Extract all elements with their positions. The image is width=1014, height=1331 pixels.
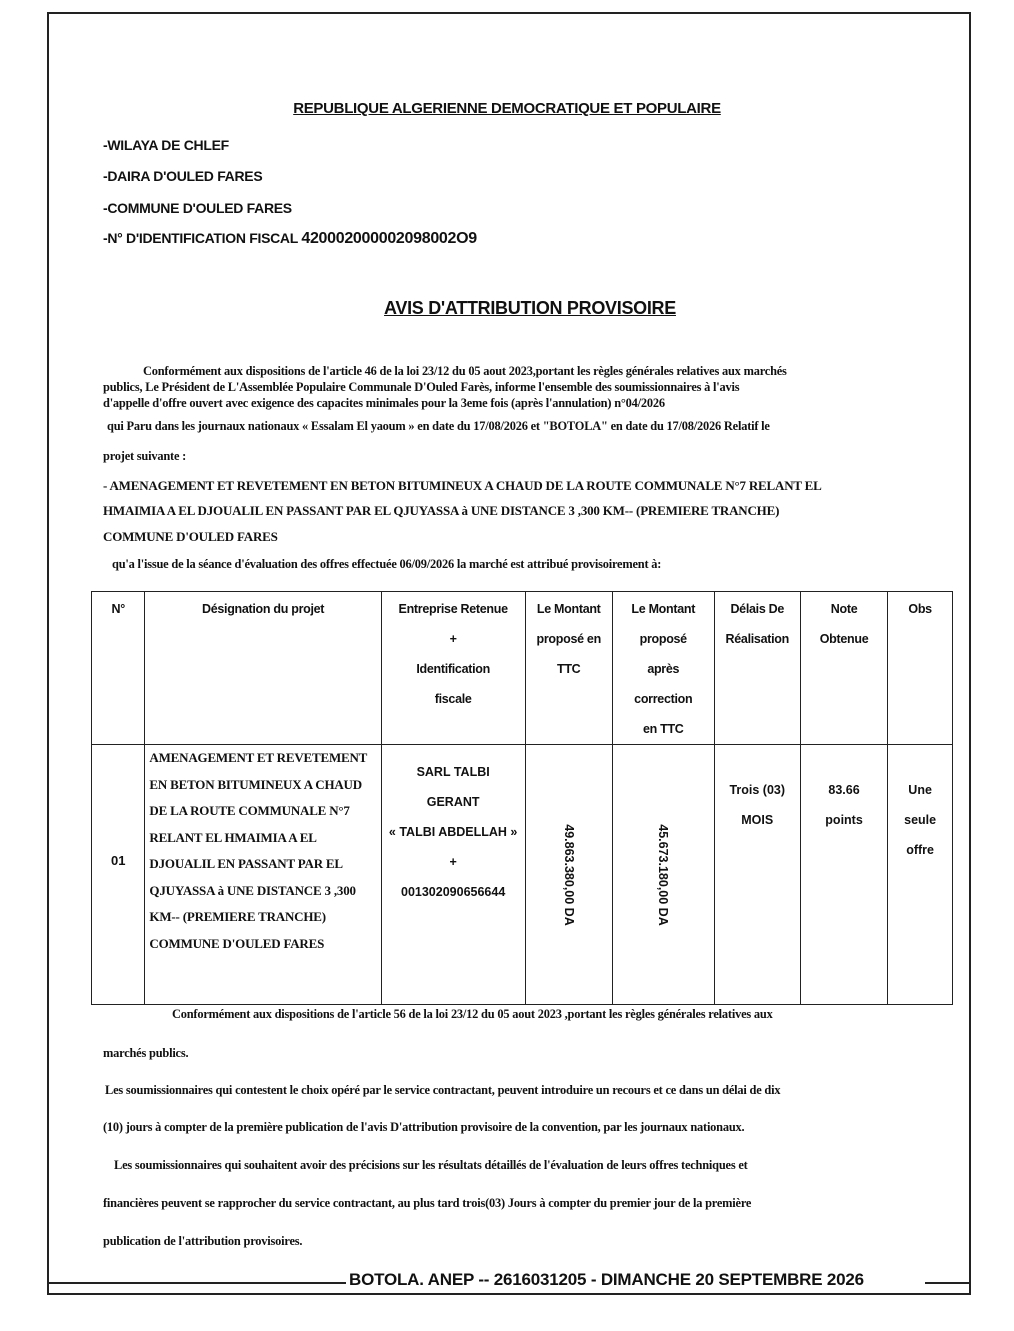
- session-text: qu'a l'issue de la séance d'évaluation des offres effectuée 06/09/2026 la marché est attribué provisoirement à:: [112, 557, 662, 571]
- company-fiscal-id: 001302090656644: [401, 885, 506, 899]
- daira-line: -DAIRA D'OULED FARES: [103, 168, 263, 184]
- header-proposed-line: proposé en: [536, 632, 601, 646]
- project-line-1: - AMENAGEMENT ET REVETEMENT EN BETON BITUMINEUX A CHAUD DE LA ROUTE COMMUNALE N°7 RELANT EL: [103, 478, 822, 493]
- obs-line: Une: [908, 783, 932, 797]
- table-row: [92, 745, 953, 1005]
- closing-line-3: Les soumissionnaires qui contestent le choix opéré par le service contractant, peuvent introduire un recours et ce dans un délai de dix: [105, 1083, 781, 1097]
- closing-line-6: financières peuvent se rapprocher du service contractant, au plus tard trois(03) Jours à compter du premier jour de la première: [103, 1196, 752, 1210]
- corrected-amount-value: 45.673.180,00 DA: [656, 824, 671, 926]
- closing-line-5: Les soumissionnaires qui souhaitent avoir des précisions sur les résultats détaillés de l'évaluation de leurs offres techniques et: [114, 1158, 748, 1172]
- note-unit: points: [825, 813, 863, 827]
- intro-line-2: publics, Le Président de L'Assemblée Populaire Communale D'Ouled Farès, informe l'ensemble des soumissionnaires à l'avis: [103, 380, 740, 394]
- company-plus: +: [449, 855, 457, 869]
- award-table: [91, 591, 953, 1005]
- wilaya-line: -WILAYA DE CHLEF: [103, 137, 229, 153]
- cell-proposed-amount: [525, 745, 612, 1005]
- cell-note: [800, 745, 887, 1005]
- nif-value: 420002000002098002O9: [301, 230, 477, 247]
- header-company-line: Identification: [416, 662, 490, 676]
- obs-line: seule: [904, 813, 937, 827]
- header-delay-line: Délais De: [730, 602, 785, 616]
- closing-line-2: marchés publics.: [103, 1046, 189, 1060]
- header-corrected-amount: [612, 592, 714, 745]
- closing-line-1: Conformément aux dispositions de l'article 56 de la loi 23/12 du 05 aout 2023 ,portant les règles générales relatives aux: [172, 1007, 773, 1021]
- intro-line-1: Conformément aux dispositions de l'article 46 de la loi 23/12 du 05 aout 2023,portant les règles générales relatives aux marchés: [143, 364, 787, 378]
- obs-line: offre: [906, 843, 934, 857]
- intro-line-5: projet suivante :: [103, 449, 187, 463]
- nif-line: [103, 230, 477, 248]
- document-title: AVIS D'ATTRIBUTION PROVISOIRE: [384, 298, 676, 318]
- cell-company: [381, 745, 525, 1005]
- cell-obs: [888, 745, 953, 1005]
- header-corrected-line: en TTC: [642, 722, 684, 736]
- table-header-row: [92, 592, 953, 745]
- commune-line: -COMMUNE D'OULED FARES: [103, 200, 292, 216]
- cell-corrected-amount: [612, 745, 714, 1005]
- project-line-2: HMAIMIA A EL DJOUALIL EN PASSANT PAR EL QJUYASSA à UNE DISTANCE 3 ,300 KM-- (PREMIERE TRANCHE): [103, 503, 780, 518]
- header-company-line: Entreprise Retenue: [398, 602, 508, 616]
- header-corrected-line: correction: [634, 692, 693, 706]
- header-company: [381, 592, 525, 745]
- delay-value: Trois (03): [729, 783, 786, 797]
- header-proposed-line: TTC: [557, 662, 581, 676]
- intro-line-4: qui Paru dans les journaux nationaux « Essalam El yaoum » en date du 17/08/2026 et "BOTOLA" en date du 17/08/2026 Relatif le: [107, 419, 770, 433]
- cell-num: 01: [92, 745, 145, 1005]
- header-note: [800, 592, 887, 745]
- publication-footer: BOTOLA. ANEP -- 2616031205 - DIMANCHE 20 SEPTEMBRE 2026: [346, 1270, 867, 1290]
- header-obs: Obs: [888, 592, 953, 745]
- header-delay: [714, 592, 800, 745]
- header-note-line: Obtenue: [819, 632, 869, 646]
- header-company-line: fiscale: [434, 692, 472, 706]
- proposed-amount-value: 49.863.380,00 DA: [561, 824, 576, 926]
- note-value: 83.66: [828, 783, 860, 797]
- header-company-line: +: [449, 632, 457, 646]
- header-corrected-line: proposé: [639, 632, 687, 646]
- cell-designation: AMENAGEMENT ET REVETEMENT EN BETON BITUMINEUX A CHAUD DE LA ROUTE COMMUNALE N°7 RELANT EL HMAIMIA A EL DJOUALIL EN PASSANT PAR EL QJUYASSA à UNE DISTANCE 3 ,300 KM-- (PREMIERE TRANCHE) COMMUNE D'OULED FARES: [145, 745, 381, 1005]
- company-name: SARL TALBI: [416, 765, 490, 779]
- header-proposed-amount: [525, 592, 612, 745]
- delay-unit: MOIS: [741, 813, 774, 827]
- nif-label: -N° D'IDENTIFICATION FISCAL: [103, 230, 298, 246]
- header-corrected-line: après: [647, 662, 680, 676]
- header-num: N°: [92, 592, 145, 745]
- closing-line-4: (10) jours à compter de la première publication de l'avis D'attribution provisoire de la convention, par les journaux nationaux.: [103, 1120, 745, 1134]
- cell-delay: [714, 745, 800, 1005]
- header-corrected-line: Le Montant: [631, 602, 696, 616]
- company-manager: « TALBI ABDELLAH »: [388, 825, 518, 839]
- header-delay-line: Réalisation: [725, 632, 789, 646]
- company-role: GERANT: [426, 795, 480, 809]
- country-heading: REPUBLIQUE ALGERIENNE DEMOCRATIQUE ET POPULAIRE: [293, 100, 721, 117]
- footer-rule-left: [47, 1282, 347, 1284]
- project-line-3: COMMUNE D'OULED FARES: [103, 529, 278, 544]
- intro-line-3: d'appelle d'offre ouvert avec exigence des capacites minimales pour la 3eme fois (après l'annulation) n°04/2026: [103, 396, 665, 410]
- header-designation: Désignation du projet: [145, 592, 381, 745]
- header-proposed-line: Le Montant: [536, 602, 601, 616]
- closing-line-7: publication de l'attribution provisoires.: [103, 1234, 303, 1248]
- header-note-line: Note: [830, 602, 858, 616]
- footer-rule-right: [925, 1282, 971, 1284]
